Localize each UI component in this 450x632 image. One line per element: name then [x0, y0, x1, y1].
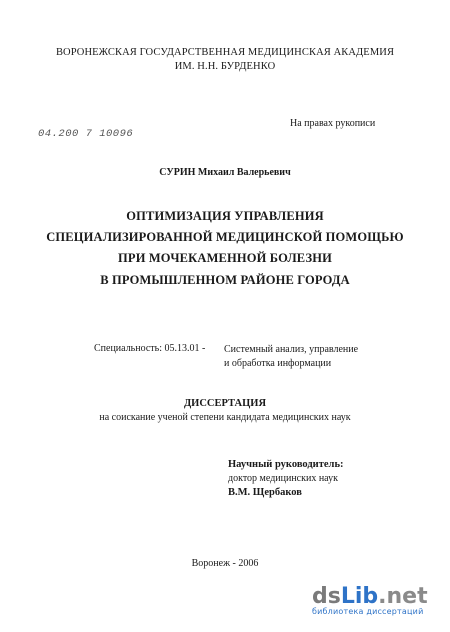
specialty-value-line-1: Системный анализ, управление	[224, 344, 359, 355]
library-stamp: 04.200 7 10096	[38, 128, 134, 140]
city-year: Воронеж - 2006	[191, 558, 259, 569]
logo-part-net: .net	[378, 584, 428, 609]
document-kind-subtitle: на соискание ученой степени кандидата медицинских наук	[99, 412, 351, 423]
dslib-watermark	[312, 584, 428, 616]
supervisor-label: Научный руководитель:	[228, 459, 344, 470]
supervisor-degree: доктор медицинских наук	[228, 473, 338, 484]
dslib-logo	[312, 585, 428, 609]
title-line-1: ОПТИМИЗАЦИЯ УПРАВЛЕНИЯ	[126, 209, 324, 223]
watermark-subtitle: библиотека диссертаций	[312, 607, 424, 616]
title-line-4: В ПРОМЫШЛЕННОМ РАЙОНЕ ГОРОДА	[100, 273, 350, 287]
logo-part-ds: ds	[312, 584, 341, 609]
specialty-value	[224, 343, 358, 371]
specialty-value-line-2: и обработка информации	[224, 358, 332, 369]
logo-part-lib: Lib	[340, 584, 379, 609]
title-line-2: СПЕЦИАЛИЗИРОВАННОЙ МЕДИЦИНСКОЙ ПОМОЩЬЮ	[46, 230, 404, 244]
document-kind: ДИССЕРТАЦИЯ	[183, 398, 267, 409]
institution-line-1: ВОРОНЕЖСКАЯ ГОСУДАРСТВЕННАЯ МЕДИЦИНСКАЯ АКАДЕМИЯ	[55, 47, 395, 58]
institution-line-2: ИМ. Н.Н. БУРДЕНКО	[174, 61, 276, 72]
author-name: СУРИН Михаил Валерьевич	[159, 167, 291, 178]
specialty-label: Специальность: 05.13.01 -	[94, 343, 206, 354]
manuscript-rights-note: На правах рукописи	[290, 118, 376, 129]
title-line-3: ПРИ МОЧЕКАМЕННОЙ БОЛЕЗНИ	[118, 251, 332, 265]
supervisor-name: В.М. Щербаков	[228, 487, 302, 498]
